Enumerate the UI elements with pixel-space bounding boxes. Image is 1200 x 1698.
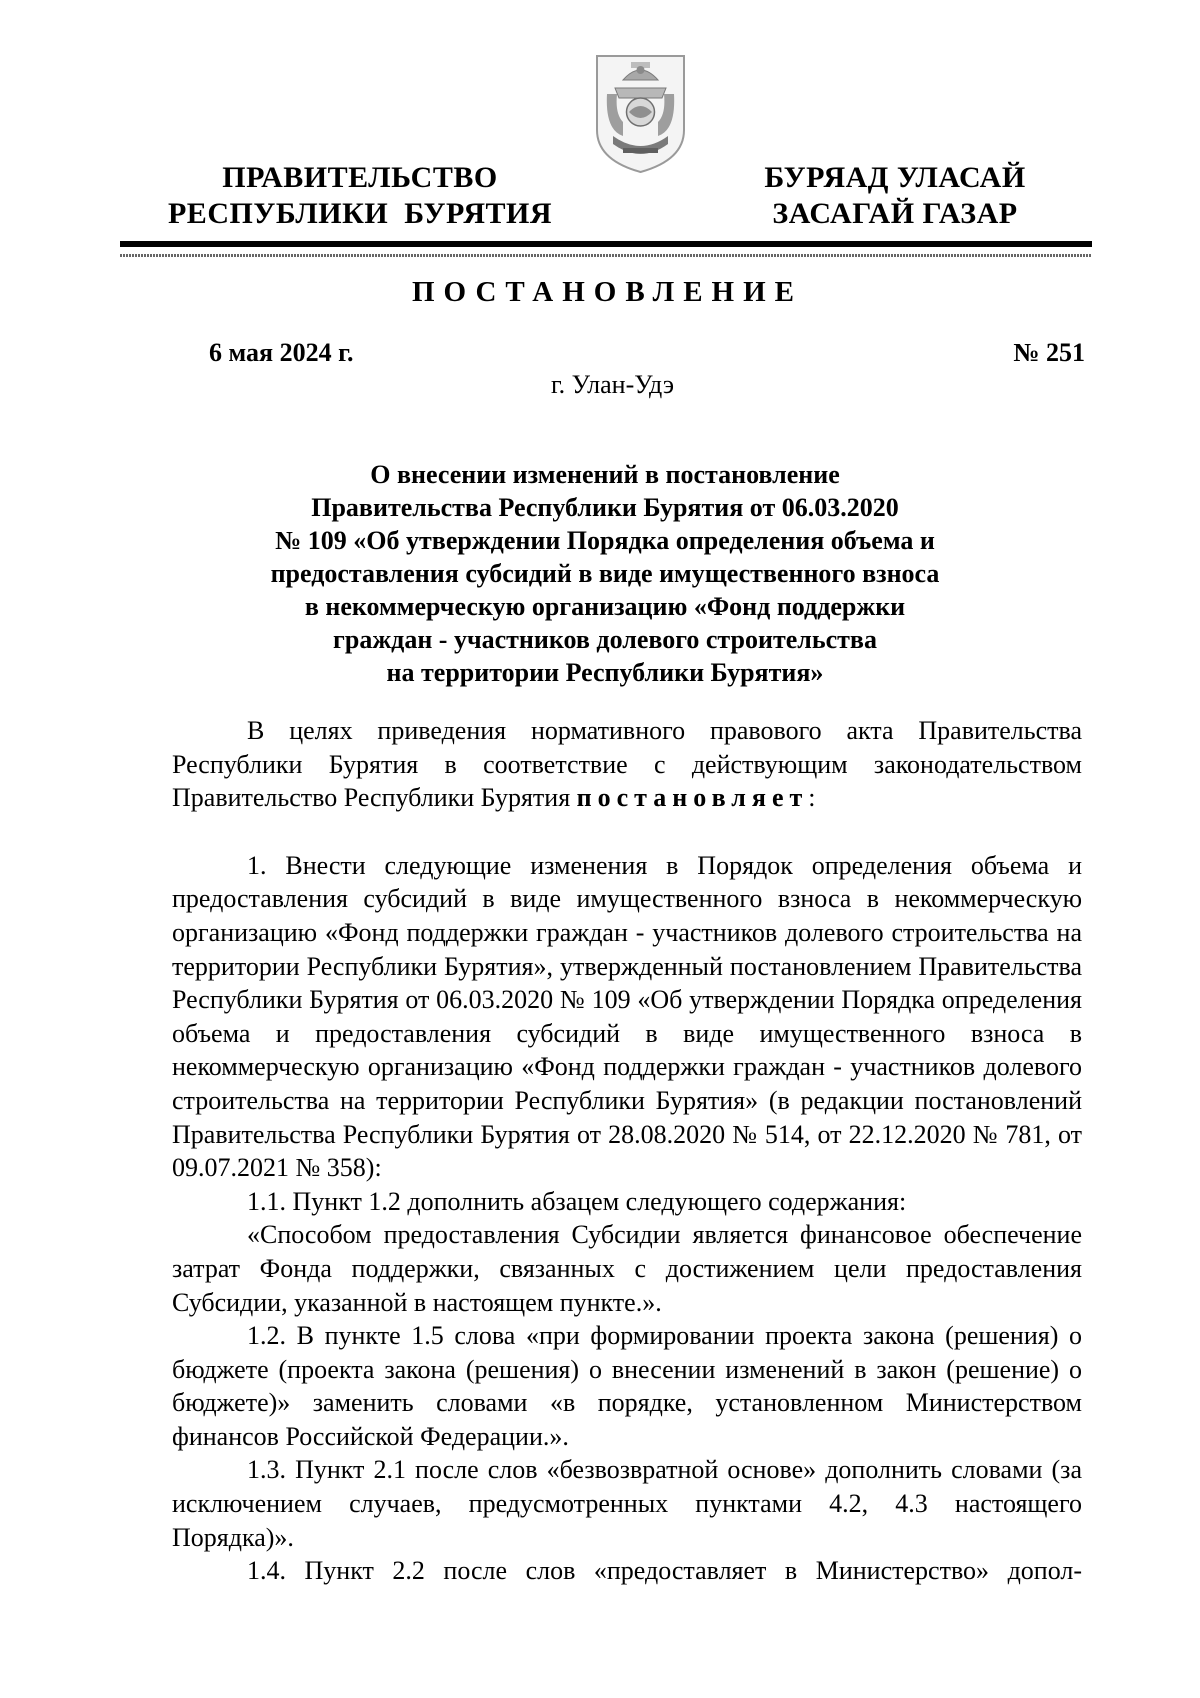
title-line: на территории Республики Бурятия»: [386, 658, 824, 687]
government-name-buryat: [740, 160, 1050, 232]
body-paragraph: 1.3. Пункт 2.1 после слов «безвозвратной основе» дополнить словами (за исключением случаев, предусмотренных пунктами 4.2, 4.3 настоящего Порядка)».: [172, 1455, 1082, 1552]
body-paragraph: 1.4. Пункт 2.2 после слов «предоставляет в Министерство» допол-: [247, 1556, 1082, 1586]
document-title: [220, 458, 990, 689]
header-rule-thin: [120, 254, 1092, 257]
preamble-text: В целях приведения нормативного правового акта Правительства Республики Бурятия в соответствие с действующим законодательством Правительство Республики Бурятия: [172, 716, 1082, 813]
document-type: ПОСТАНОВЛЕНИЕ: [411, 276, 803, 308]
coat-of-arms-icon: [593, 52, 688, 174]
title-line: граждан - участников долевого строительства: [333, 625, 877, 654]
title-line: Правительства Республики Бурятия от 06.03.2020: [311, 493, 899, 522]
preamble-tail: :: [808, 783, 816, 813]
body-paragraph: 1. Внести следующие изменения в Порядок определения объема и предоставления субсидий в виде имущественного взноса в некоммерческую организацию «Фонд поддержки граждан - участников долевого строительства на территории Республики Бурятия», утвержденный постановлением Правительства Республики Бурятия от 06.03.2020 № 109 «Об утверждении Порядка определения объема и предоставления субсидий в виде имущественного взноса в некоммерческую организацию «Фонд поддержки граждан - участников долевого строительства на территории Республики Бурятия» (в редакции постановлений Правительства Республики Бурятия от 28.08.2020 № 514, от 22.12.2020 № 781, от 09.07.2021 № 358):: [172, 850, 1082, 1183]
government-name-buryat-line-1: БУРЯАД УЛАСАЙ: [764, 161, 1026, 194]
government-name-buryat-line-2: ЗАСАГАЙ ГАЗАР: [772, 197, 1018, 230]
body-paragraph: «Способом предоставления Субсидии является финансовое обеспечение затрат Фонда поддержки, связанных с достижением цели предоставления Субсидии, указанной в настоящем пункте.».: [172, 1220, 1082, 1317]
body-paragraph: 1.1. Пункт 1.2 дополнить абзацем следующего содержания:: [247, 1186, 907, 1216]
document-number: № 251: [1013, 338, 1085, 367]
title-line: № 109 «Об утверждении Порядка определения объема и: [275, 526, 935, 555]
preamble-resolves-word: постановляет: [576, 783, 809, 813]
title-line: предоставления субсидий в виде имущественного взноса: [270, 559, 940, 588]
document-body: [172, 714, 1082, 1588]
title-line: в некоммерческую организацию «Фонд поддержки: [304, 592, 906, 621]
title-line: О внесении изменений в постановление: [370, 460, 840, 489]
document-date: 6 мая 2024 г.: [209, 338, 354, 367]
header-rule-thick: [120, 241, 1092, 247]
government-name-russian: [160, 160, 560, 232]
government-name-line-2: РЕСПУБЛИКИ БУРЯТИЯ: [167, 197, 553, 230]
government-name-line-1: ПРАВИТЕЛЬСТВО: [222, 161, 498, 194]
document-city: г. Улан-Удэ: [550, 370, 675, 399]
body-paragraph: 1.2. В пункте 1.5 слова «при формировании проекта закона (решения) о бюджете (проекта закона (решения) о внесении изменений в закон (решение) о бюджете)» заменить словами «в порядке, установленном Министерством финансов Российской Федерации.».: [172, 1321, 1082, 1451]
preamble-paragraph: [172, 714, 1082, 815]
